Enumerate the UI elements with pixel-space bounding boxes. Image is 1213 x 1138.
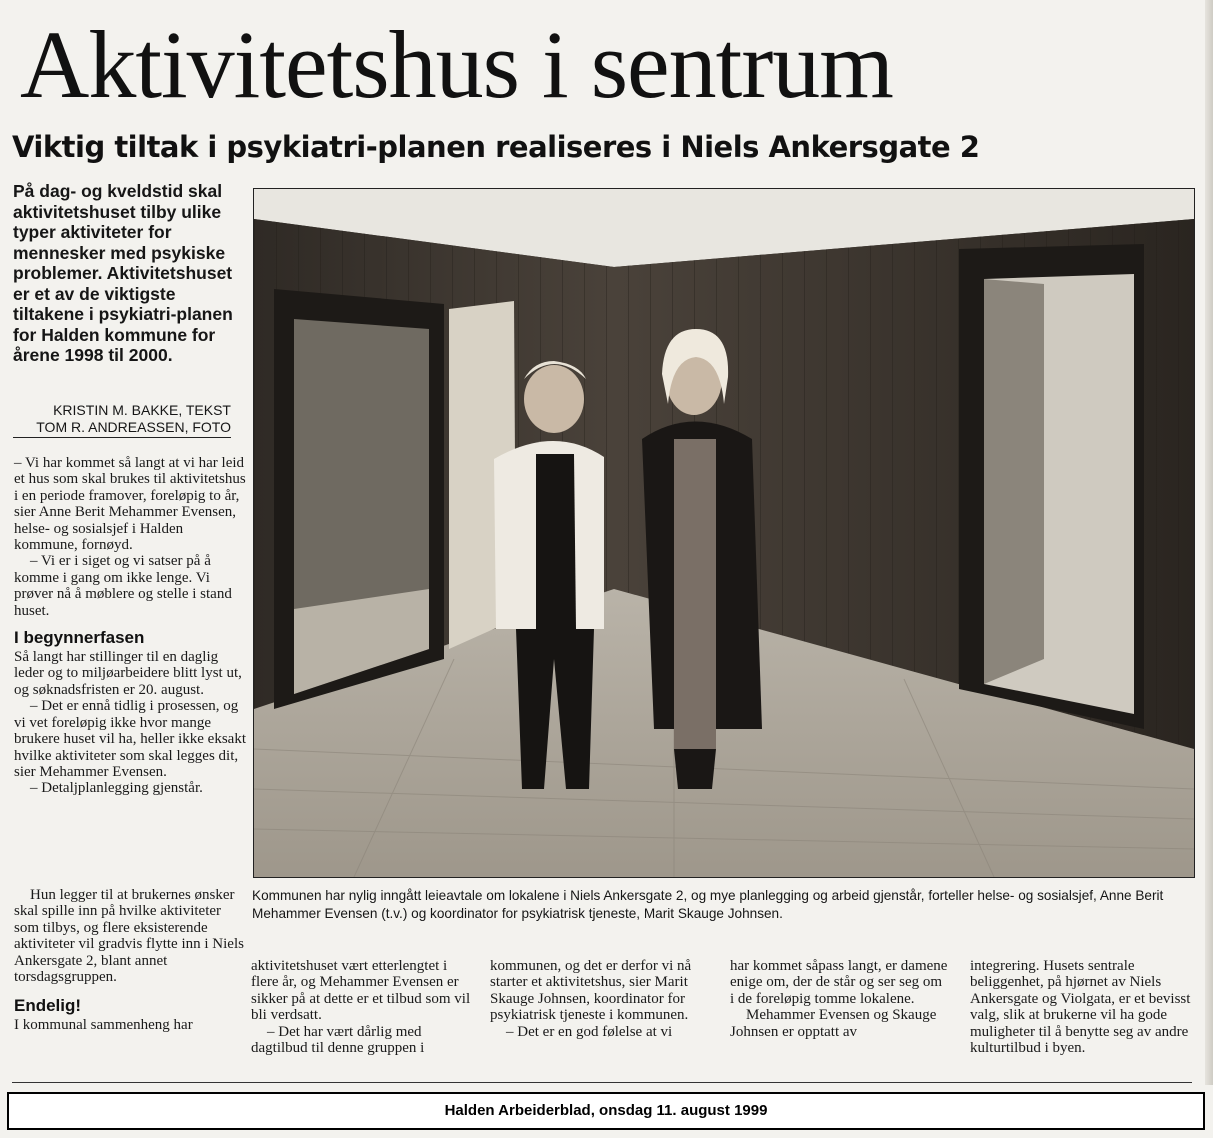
column-1-lower [14, 887, 246, 1034]
photo-caption: Kommunen har nylig inngått leieavtale om lokalene i Niels Ankersgate 2, og mye planlegging og arbeid gjenstår, forteller helse- og sosialsjef, Anne Berit Mehammer Evensen (t.v.) og koordinator for psykiatrisk tjeneste, Marit Skauge Johnsen. [252, 888, 1164, 921]
paragraph: aktivitetshuset vært etterlengtet i flere år, og Mehammer Evensen er sikker på at dette er et tilbud som vil bli verdsatt. [251, 958, 471, 1024]
column-2 [251, 958, 471, 1056]
byline-text: KRISTIN M. BAKKE, TEKST [53, 402, 231, 418]
paragraph: har kommet såpass langt, er damene enige om, der de står og ser seg om i de foreløpig tomme lokalene. [730, 958, 948, 1007]
subhead-endelig: Endelig! [14, 996, 82, 1016]
paragraph: – Det er en god følelse at vi [506, 1023, 673, 1040]
byline-photo: TOM R. ANDREASSEN, FOTO [13, 419, 231, 438]
subheadline: Viktig tiltak i psykiatri-planen realiseres i Niels Ankersgate 2 [12, 130, 980, 164]
column-4 [730, 958, 948, 1040]
column-5 [970, 958, 1192, 1056]
paragraph: – Vi har kommet så langt at vi har leid et hus som skal brukes til aktivitetshus i en periode framover, foreløpig to år, sier Anne Berit Mehammer Evensen, helse- og sosialsjef i Halden kommune, fornøyd. [14, 455, 246, 554]
paragraph: – Vi er i siget og vi satser på å komme i gang om ikke lenge. Vi prøver nå å møblere og stelle i stand huset. [14, 553, 232, 619]
byline [13, 402, 231, 438]
ingress: På dag- og kveldstid skal aktivitetshuset tilby ulike typer aktiviteter for mennesker med psykiske problemer. Aktivitetshuset er et av de viktigste tiltakene i psykiatri-planen for Halden kommune for årene 1998 til 2000. [13, 181, 233, 365]
bottom-rule [12, 1082, 1192, 1083]
subhead-begynnerfasen: I begynnerfasen [14, 628, 145, 648]
paragraph: kommunen, og det er derfor vi nå starter et aktivitetshus, sier Marit Skauge Johnsen, koordinator for psykiatrisk tjeneste i kommunen. [490, 958, 692, 1024]
article-photo [253, 188, 1195, 878]
paragraph: Så langt har stillinger til en daglig leder og to miljøarbeidere blitt lyst ut, og søknadsfristen er 20. august. [14, 649, 242, 698]
column-1-upper [14, 455, 246, 797]
source-footer: Halden Arbeiderblad, onsdag 11. august 1999 [7, 1092, 1205, 1130]
headline: Aktivitetshus i sentrum [20, 11, 893, 118]
paragraph: integrering. Husets sentrale beliggenhet, på hjørnet av Niels Ankersgate og Violgata, er et bevisst valg, slik at brukerne vil ha gode muligheter til å benytte seg av andre kulturtilbud i byen. [970, 958, 1191, 1057]
paragraph: I kommunal sammenheng har [14, 1017, 193, 1034]
photo-illustration [254, 189, 1194, 877]
paragraph: – Det har vært dårlig med dagtilbud til denne gruppen i [251, 1023, 425, 1057]
paragraph: Mehammer Evensen og Skauge Johnsen er opptatt av [730, 1007, 937, 1040]
paragraph: – Det er ennå tidlig i prosessen, og vi vet foreløpig ikke hvor mange brukere huset vil ha, heller ikke eksakt hvilke aktiviteter som skal legges dit, sier Mehammer Evensen. [14, 698, 247, 780]
paragraph: Hun legger til at brukernes ønsker skal spille inn på hvilke aktiviteter som tilbys, og flere eksisterende aktiviteter vil gradvis flytte inn i Niels Ankersgate 2, blant annet torsdagsgruppen. [14, 887, 244, 986]
paragraph: – Detaljplanlegging gjenstår. [30, 780, 203, 797]
column-3 [490, 958, 708, 1040]
